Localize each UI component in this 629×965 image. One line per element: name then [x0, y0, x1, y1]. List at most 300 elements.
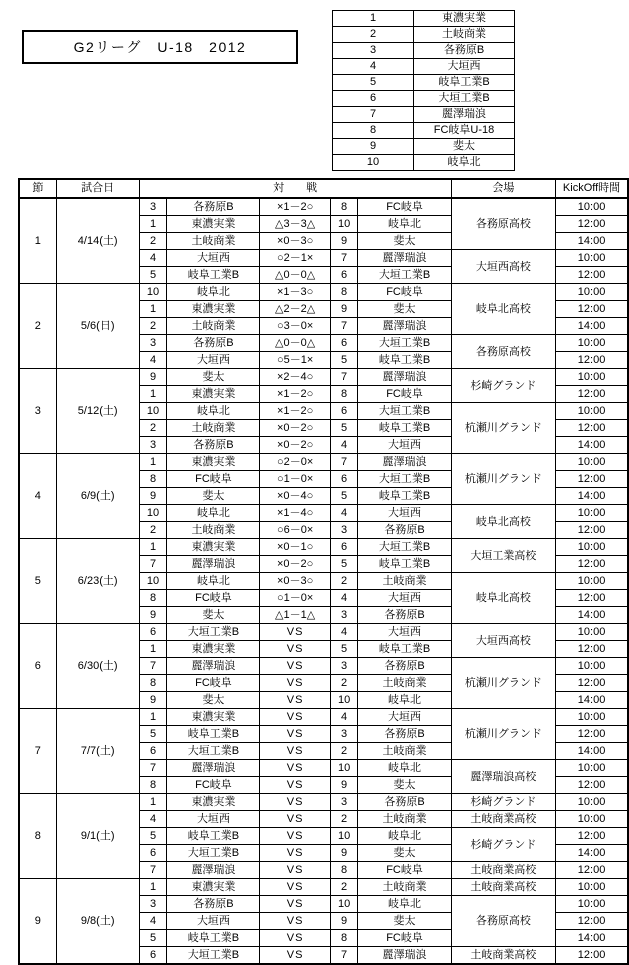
home-team-number: 4	[139, 250, 167, 267]
away-team-number: 4	[330, 624, 358, 641]
team-number: 3	[333, 43, 414, 59]
away-team-name: FC岐阜	[358, 386, 451, 403]
schedule-header-row	[19, 179, 628, 198]
schedule-row	[19, 198, 628, 216]
match-venue: 各務原高校	[451, 335, 556, 369]
away-team-number: 8	[330, 862, 358, 879]
kickoff-time: 12:00	[556, 386, 628, 403]
away-team-number: 9	[330, 233, 358, 250]
away-team-name: 各務原B	[358, 726, 451, 743]
home-team-name: 東濃実業	[167, 386, 260, 403]
schedule-row	[19, 369, 628, 386]
home-team-number: 7	[139, 760, 167, 777]
schedule-header	[19, 179, 628, 198]
match-venue: 杭瀬川グランド	[451, 658, 556, 709]
match-result: ×0－2○	[260, 556, 330, 573]
home-team-name: 各務原B	[167, 335, 260, 352]
home-team-name: FC岐阜	[167, 675, 260, 692]
home-team-name: 岐阜北	[167, 284, 260, 301]
away-team-number: 2	[330, 743, 358, 760]
match-venue: 大垣西高校	[451, 250, 556, 284]
home-team-name: 各務原B	[167, 437, 260, 454]
away-team-number: 10	[330, 692, 358, 709]
home-team-number: 1	[139, 641, 167, 658]
away-team-number: 6	[330, 539, 358, 556]
kickoff-time: 14:00	[556, 743, 628, 760]
match-result: VS	[260, 777, 330, 794]
match-result: ×1－2○	[260, 198, 330, 216]
home-team-number: 9	[139, 488, 167, 505]
away-team-number: 6	[330, 403, 358, 420]
away-team-name: 岐阜北	[358, 828, 451, 845]
away-team-name: 土岐商業	[358, 811, 451, 828]
team-name: 土岐商業	[414, 27, 515, 43]
home-team-number: 7	[139, 658, 167, 675]
home-team-number: 3	[139, 335, 167, 352]
away-team-name: 大垣西	[358, 437, 451, 454]
away-team-name: 大垣西	[358, 624, 451, 641]
team-legend-row	[333, 75, 515, 91]
away-team-number: 5	[330, 641, 358, 658]
home-team-number: 9	[139, 369, 167, 386]
away-team-number: 9	[330, 913, 358, 930]
away-team-number: 4	[330, 505, 358, 522]
kickoff-time: 10:00	[556, 403, 628, 420]
match-result: VS	[260, 658, 330, 675]
team-legend-row	[333, 59, 515, 75]
kickoff-time: 14:00	[556, 845, 628, 862]
away-team-name: 大垣工業B	[358, 335, 451, 352]
schedule-row	[19, 709, 628, 726]
away-team-name: 麗澤瑞浪	[358, 454, 451, 471]
home-team-name: 各務原B	[167, 198, 260, 216]
kickoff-time: 12:00	[556, 726, 628, 743]
team-number: 10	[333, 155, 414, 171]
round-number: 5	[19, 539, 56, 624]
match-result: ×0－1○	[260, 539, 330, 556]
kickoff-time: 10:00	[556, 760, 628, 777]
away-team-number: 8	[330, 930, 358, 947]
away-team-name: 斐太	[358, 913, 451, 930]
home-team-number: 2	[139, 233, 167, 250]
home-team-number: 6	[139, 743, 167, 760]
team-legend-row	[333, 107, 515, 123]
kickoff-time: 14:00	[556, 233, 628, 250]
home-team-name: FC岐阜	[167, 777, 260, 794]
home-team-name: FC岐阜	[167, 590, 260, 607]
match-result: VS	[260, 709, 330, 726]
home-team-name: 東濃実業	[167, 539, 260, 556]
round-number: 4	[19, 454, 56, 539]
kickoff-time: 10:00	[556, 709, 628, 726]
away-team-number: 3	[330, 658, 358, 675]
home-team-name: 土岐商業	[167, 420, 260, 437]
kickoff-time: 12:00	[556, 777, 628, 794]
match-date: 7/7(土)	[56, 709, 139, 794]
team-name: 大垣工業B	[414, 91, 515, 107]
match-result: ×0－2○	[260, 420, 330, 437]
home-team-name: 麗澤瑞浪	[167, 658, 260, 675]
away-team-number: 7	[330, 318, 358, 335]
away-team-name: 岐阜工業B	[358, 641, 451, 658]
kickoff-time: 14:00	[556, 930, 628, 947]
away-team-name: 岐阜工業B	[358, 420, 451, 437]
team-legend-row	[333, 123, 515, 139]
kickoff-time: 12:00	[556, 590, 628, 607]
away-team-number: 3	[330, 794, 358, 811]
home-team-name: 大垣工業B	[167, 947, 260, 965]
match-date: 9/1(土)	[56, 794, 139, 879]
home-team-name: 大垣西	[167, 811, 260, 828]
home-team-number: 1	[139, 539, 167, 556]
home-team-name: 岐阜北	[167, 505, 260, 522]
match-date: 6/23(土)	[56, 539, 139, 624]
match-result: VS	[260, 811, 330, 828]
home-team-number: 8	[139, 590, 167, 607]
kickoff-time: 14:00	[556, 692, 628, 709]
away-team-name: 斐太	[358, 301, 451, 318]
home-team-name: 岐阜工業B	[167, 726, 260, 743]
kickoff-time: 12:00	[556, 947, 628, 965]
away-team-number: 4	[330, 590, 358, 607]
match-result: ○2－0×	[260, 454, 330, 471]
kickoff-time: 14:00	[556, 488, 628, 505]
match-venue: 麗澤瑞浪高校	[451, 760, 556, 794]
away-team-name: 麗澤瑞浪	[358, 369, 451, 386]
away-team-name: 大垣工業B	[358, 539, 451, 556]
kickoff-time: 12:00	[556, 522, 628, 539]
away-team-name: 麗澤瑞浪	[358, 947, 451, 965]
match-result: ×2－4○	[260, 369, 330, 386]
match-date: 5/6(日)	[56, 284, 139, 369]
match-result: VS	[260, 624, 330, 641]
home-team-number: 6	[139, 845, 167, 862]
home-team-number: 4	[139, 352, 167, 369]
away-team-name: 大垣工業B	[358, 471, 451, 488]
away-team-number: 3	[330, 522, 358, 539]
team-number: 7	[333, 107, 414, 123]
schedule-row	[19, 539, 628, 556]
away-team-name: 斐太	[358, 233, 451, 250]
match-venue: 岐阜北高校	[451, 573, 556, 624]
kickoff-time: 12:00	[556, 267, 628, 284]
home-team-name: 土岐商業	[167, 233, 260, 250]
home-team-name: 東濃実業	[167, 641, 260, 658]
match-result: △1－1△	[260, 607, 330, 624]
match-venue: 岐阜北高校	[451, 505, 556, 539]
home-team-number: 1	[139, 879, 167, 896]
match-venue: 岐阜北高校	[451, 284, 556, 335]
away-team-name: 岐阜工業B	[358, 352, 451, 369]
away-team-number: 6	[330, 335, 358, 352]
home-team-name: 各務原B	[167, 896, 260, 913]
away-team-number: 2	[330, 573, 358, 590]
home-team-name: 東濃実業	[167, 454, 260, 471]
match-venue: 杉崎グランド	[451, 828, 556, 862]
match-venue: 土岐商業高校	[451, 879, 556, 896]
away-team-name: 土岐商業	[358, 743, 451, 760]
round-number: 2	[19, 284, 56, 369]
team-legend-row	[333, 27, 515, 43]
match-venue: 杉崎グランド	[451, 369, 556, 403]
kickoff-time: 10:00	[556, 794, 628, 811]
home-team-number: 2	[139, 420, 167, 437]
away-team-number: 4	[330, 437, 358, 454]
home-team-number: 5	[139, 828, 167, 845]
match-venue: 杭瀬川グランド	[451, 709, 556, 760]
schedule-table	[18, 178, 629, 965]
kickoff-time: 12:00	[556, 641, 628, 658]
team-legend-row	[333, 139, 515, 155]
kickoff-time: 10:00	[556, 505, 628, 522]
team-name: 岐阜北	[414, 155, 515, 171]
away-team-number: 9	[330, 777, 358, 794]
round-number: 1	[19, 198, 56, 284]
home-team-name: 土岐商業	[167, 522, 260, 539]
schedule-row	[19, 454, 628, 471]
away-team-name: 大垣西	[358, 505, 451, 522]
page-title: G2リーグ U-18 2012	[73, 39, 247, 55]
away-team-name: 大垣工業B	[358, 267, 451, 284]
match-venue: 各務原高校	[451, 198, 556, 250]
match-date: 6/30(土)	[56, 624, 139, 709]
away-team-number: 10	[330, 760, 358, 777]
away-team-name: 大垣西	[358, 590, 451, 607]
home-team-number: 2	[139, 318, 167, 335]
away-team-number: 7	[330, 947, 358, 965]
home-team-name: 斐太	[167, 369, 260, 386]
home-team-name: 麗澤瑞浪	[167, 760, 260, 777]
kickoff-time: 12:00	[556, 913, 628, 930]
team-number: 2	[333, 27, 414, 43]
home-team-number: 8	[139, 777, 167, 794]
header-venue: 会場	[451, 179, 556, 198]
match-result: ○1－0×	[260, 590, 330, 607]
match-result: △0－0△	[260, 335, 330, 352]
match-venue: 杭瀬川グランド	[451, 403, 556, 454]
away-team-number: 5	[330, 488, 358, 505]
away-team-number: 4	[330, 709, 358, 726]
home-team-name: 斐太	[167, 692, 260, 709]
home-team-number: 7	[139, 862, 167, 879]
away-team-number: 10	[330, 828, 358, 845]
home-team-number: 1	[139, 216, 167, 233]
match-result: VS	[260, 828, 330, 845]
home-team-name: 岐阜工業B	[167, 267, 260, 284]
home-team-number: 3	[139, 437, 167, 454]
home-team-number: 3	[139, 896, 167, 913]
home-team-number: 10	[139, 505, 167, 522]
home-team-number: 5	[139, 267, 167, 284]
match-result: ×1－3○	[260, 284, 330, 301]
away-team-number: 5	[330, 556, 358, 573]
team-name: 麗澤瑞浪	[414, 107, 515, 123]
match-result: VS	[260, 862, 330, 879]
team-number: 5	[333, 75, 414, 91]
match-result: ×0－2○	[260, 437, 330, 454]
home-team-name: FC岐阜	[167, 471, 260, 488]
away-team-number: 5	[330, 352, 358, 369]
home-team-number: 1	[139, 709, 167, 726]
away-team-name: 岐阜工業B	[358, 488, 451, 505]
away-team-name: 土岐商業	[358, 879, 451, 896]
home-team-number: 1	[139, 454, 167, 471]
home-team-name: 大垣西	[167, 352, 260, 369]
kickoff-time: 14:00	[556, 437, 628, 454]
home-team-name: 東濃実業	[167, 794, 260, 811]
match-result: VS	[260, 692, 330, 709]
home-team-name: 東濃実業	[167, 216, 260, 233]
away-team-name: 麗澤瑞浪	[358, 250, 451, 267]
match-date: 6/9(土)	[56, 454, 139, 539]
team-name: 東濃実業	[414, 11, 515, 27]
away-team-name: FC岐阜	[358, 930, 451, 947]
schedule-row	[19, 624, 628, 641]
kickoff-time: 12:00	[556, 828, 628, 845]
team-number: 8	[333, 123, 414, 139]
home-team-number: 1	[139, 794, 167, 811]
team-legend-row	[333, 43, 515, 59]
home-team-name: 大垣西	[167, 913, 260, 930]
kickoff-time: 10:00	[556, 658, 628, 675]
match-result: ×1－4○	[260, 505, 330, 522]
home-team-number: 6	[139, 947, 167, 965]
kickoff-time: 10:00	[556, 284, 628, 301]
away-team-number: 8	[330, 386, 358, 403]
match-result: ×1－2○	[260, 386, 330, 403]
match-result: △0－0△	[260, 267, 330, 284]
kickoff-time: 10:00	[556, 811, 628, 828]
away-team-name: 各務原B	[358, 522, 451, 539]
home-team-name: 大垣工業B	[167, 624, 260, 641]
home-team-name: 大垣工業B	[167, 743, 260, 760]
match-result: ○1－0×	[260, 471, 330, 488]
away-team-name: 大垣西	[358, 709, 451, 726]
schedule-row	[19, 879, 628, 896]
match-venue: 土岐商業高校	[451, 862, 556, 879]
round-number: 3	[19, 369, 56, 454]
match-result: VS	[260, 726, 330, 743]
team-legend-body	[333, 11, 515, 171]
away-team-name: FC岐阜	[358, 198, 451, 216]
away-team-number: 2	[330, 675, 358, 692]
match-result: ○3－0×	[260, 318, 330, 335]
home-team-name: 大垣西	[167, 250, 260, 267]
away-team-name: 大垣工業B	[358, 403, 451, 420]
away-team-number: 7	[330, 454, 358, 471]
match-result: VS	[260, 675, 330, 692]
match-venue: 土岐商業高校	[451, 811, 556, 828]
away-team-number: 7	[330, 369, 358, 386]
team-legend-row	[333, 91, 515, 107]
header-date: 試合日	[56, 179, 139, 198]
match-venue: 土岐商業高校	[451, 947, 556, 965]
away-team-name: FC岐阜	[358, 284, 451, 301]
team-number: 4	[333, 59, 414, 75]
match-result: VS	[260, 913, 330, 930]
match-date: 9/8(土)	[56, 879, 139, 965]
home-team-number: 8	[139, 471, 167, 488]
home-team-name: 岐阜北	[167, 403, 260, 420]
match-result: ○2－1×	[260, 250, 330, 267]
home-team-number: 6	[139, 624, 167, 641]
match-venue: 杉崎グランド	[451, 794, 556, 811]
match-result: ×1－2○	[260, 403, 330, 420]
away-team-number: 6	[330, 471, 358, 488]
team-legend-row	[333, 155, 515, 171]
match-result: VS	[260, 794, 330, 811]
round-number: 8	[19, 794, 56, 879]
kickoff-time: 10:00	[556, 369, 628, 386]
home-team-name: 東濃実業	[167, 879, 260, 896]
away-team-name: 岐阜北	[358, 692, 451, 709]
match-result: VS	[260, 845, 330, 862]
home-team-number: 5	[139, 726, 167, 743]
kickoff-time: 14:00	[556, 607, 628, 624]
match-result: VS	[260, 879, 330, 896]
home-team-number: 7	[139, 556, 167, 573]
home-team-number: 5	[139, 930, 167, 947]
team-name: 大垣西	[414, 59, 515, 75]
kickoff-time: 10:00	[556, 624, 628, 641]
away-team-number: 3	[330, 607, 358, 624]
match-result: ×0－3○	[260, 233, 330, 250]
round-number: 6	[19, 624, 56, 709]
kickoff-time: 12:00	[556, 675, 628, 692]
away-team-name: 岐阜工業B	[358, 556, 451, 573]
away-team-number: 3	[330, 726, 358, 743]
match-result: ×0－3○	[260, 573, 330, 590]
away-team-number: 10	[330, 216, 358, 233]
home-team-number: 4	[139, 913, 167, 930]
home-team-number: 9	[139, 692, 167, 709]
away-team-number: 9	[330, 845, 358, 862]
away-team-name: 岐阜北	[358, 760, 451, 777]
match-venue: 杭瀬川グランド	[451, 454, 556, 505]
away-team-number: 8	[330, 284, 358, 301]
match-result: VS	[260, 641, 330, 658]
match-venue: 大垣西高校	[451, 624, 556, 658]
away-team-number: 2	[330, 811, 358, 828]
schedule-row	[19, 794, 628, 811]
away-team-name: 土岐商業	[358, 675, 451, 692]
home-team-number: 10	[139, 573, 167, 590]
home-team-name: 岐阜北	[167, 573, 260, 590]
away-team-name: 各務原B	[358, 658, 451, 675]
team-legend-table	[332, 10, 515, 171]
home-team-name: 大垣工業B	[167, 845, 260, 862]
match-result: △3－3△	[260, 216, 330, 233]
away-team-name: 岐阜北	[358, 216, 451, 233]
kickoff-time: 12:00	[556, 471, 628, 488]
header-round: 節	[19, 179, 56, 198]
away-team-name: 各務原B	[358, 607, 451, 624]
home-team-name: 岐阜工業B	[167, 930, 260, 947]
away-team-name: 各務原B	[358, 794, 451, 811]
home-team-name: 東濃実業	[167, 301, 260, 318]
away-team-name: 土岐商業	[358, 573, 451, 590]
kickoff-time: 12:00	[556, 420, 628, 437]
kickoff-time: 10:00	[556, 454, 628, 471]
header-time: KickOff時間	[556, 179, 628, 198]
team-name: 岐阜工業B	[414, 75, 515, 91]
round-number: 9	[19, 879, 56, 965]
match-result: VS	[260, 743, 330, 760]
home-team-name: 岐阜工業B	[167, 828, 260, 845]
away-team-name: 斐太	[358, 845, 451, 862]
away-team-number: 9	[330, 301, 358, 318]
home-team-number: 9	[139, 607, 167, 624]
